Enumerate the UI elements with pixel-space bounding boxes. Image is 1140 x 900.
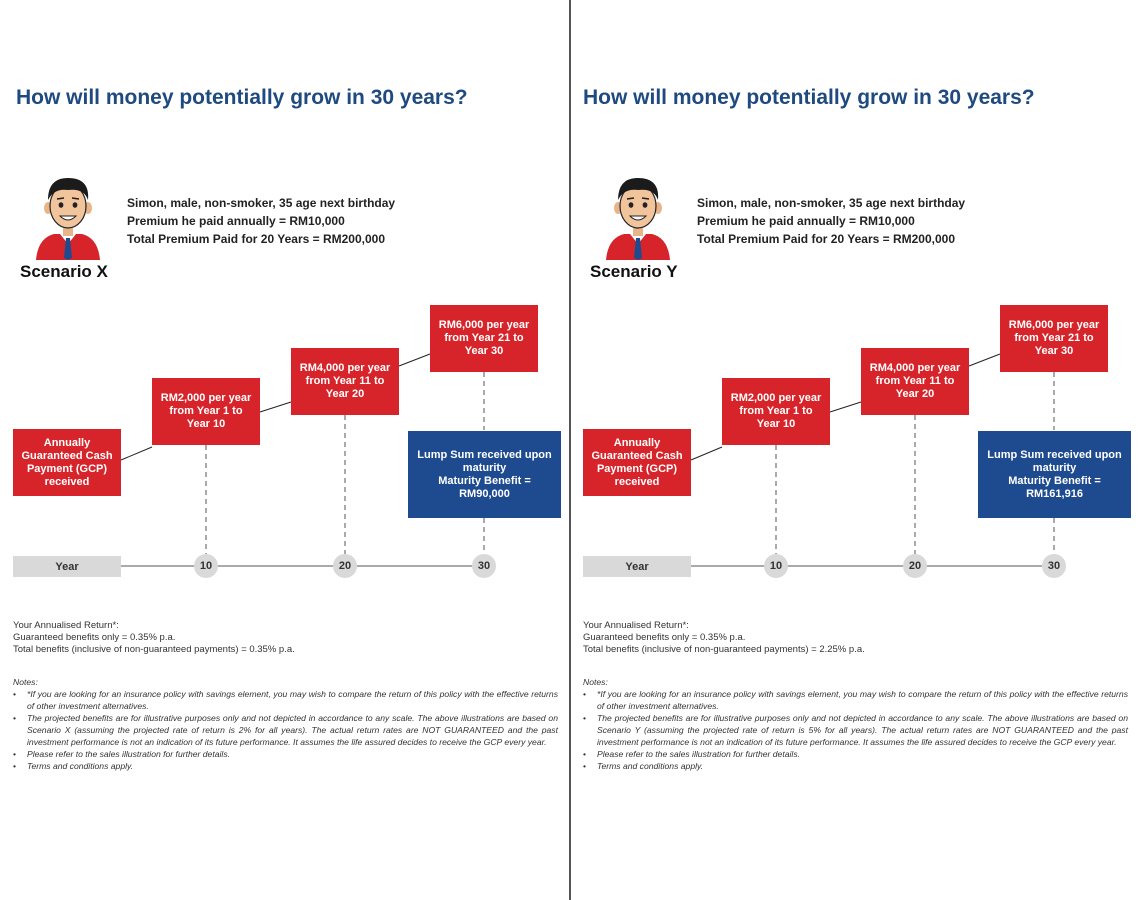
scenario-x-panel — [0, 0, 560, 900]
man-avatar-icon — [602, 174, 674, 260]
gcp-box: Annually Guaranteed Cash Payment (GCP) received — [13, 429, 121, 496]
notes-label: Notes: — [583, 677, 608, 687]
note-item: • Please refer to the sales illustration for further details. — [13, 748, 558, 760]
year-axis-label: Year — [583, 556, 691, 577]
total-return: Total benefits (inclusive of non-guaranteed payments) = 2.25% p.a. — [583, 644, 865, 655]
year-tick-30: 30 — [1042, 554, 1066, 578]
man-avatar-icon — [32, 174, 104, 260]
scenario-label: Scenario X — [20, 262, 108, 281]
customer-info — [697, 194, 965, 248]
year-tick-10: 10 — [194, 554, 218, 578]
year1-10-box: RM2,000 per year from Year 1 to Year 10 — [722, 378, 830, 445]
maturity-benefit-box: Lump Sum received upon maturity Maturity Benefit = RM161,916 — [978, 431, 1131, 518]
note-item: • Terms and conditions apply. — [583, 760, 1128, 772]
year11-20-box: RM4,000 per year from Year 11 to Year 20 — [861, 348, 969, 415]
scenario-y-panel — [570, 0, 1130, 900]
return-heading: Your Annualised Return*: — [13, 620, 119, 631]
customer-info — [127, 194, 395, 248]
page-title: How will money potentially grow in 30 years? — [16, 86, 468, 109]
notes — [13, 676, 558, 772]
year-tick-30: 30 — [472, 554, 496, 578]
customer-profile: Simon, male, non-smoker, 35 age next birthday — [127, 196, 396, 210]
guaranteed-return: Guaranteed benefits only = 0.35% p.a. — [583, 632, 746, 643]
annual-premium: Premium he paid annually = RM10,000 — [127, 214, 345, 228]
maturity-benefit-box: Lump Sum received upon maturity Maturity Benefit = RM90,000 — [408, 431, 561, 518]
total-return: Total benefits (inclusive of non-guaranteed payments) = 0.35% p.a. — [13, 644, 295, 655]
notes-label: Notes: — [13, 677, 38, 687]
annual-premium: Premium he paid annually = RM10,000 — [697, 214, 915, 228]
year-tick-10: 10 — [764, 554, 788, 578]
year-axis-label: Year — [13, 556, 121, 577]
annualised-return — [13, 620, 295, 656]
note-item: • Terms and conditions apply. — [13, 760, 558, 772]
note-item: • Please refer to the sales illustration for further details. — [583, 748, 1128, 760]
gcp-box: Annually Guaranteed Cash Payment (GCP) received — [583, 429, 691, 496]
note-item: • *If you are looking for an insurance policy with savings element, you may wish to compare the return of this policy with the effective returns of other investment alternatives. — [583, 688, 1128, 712]
note-item: • *If you are looking for an insurance policy with savings element, you may wish to compare the return of this policy with the effective returns of other investment alternatives. — [13, 688, 558, 712]
scenario-label: Scenario Y — [590, 262, 678, 281]
guaranteed-return: Guaranteed benefits only = 0.35% p.a. — [13, 632, 176, 643]
year-tick-20: 20 — [903, 554, 927, 578]
year11-20-box: RM4,000 per year from Year 11 to Year 20 — [291, 348, 399, 415]
year-tick-20: 20 — [333, 554, 357, 578]
note-item: • The projected benefits are for illustrative purposes only and not depicted in accordance to any scale. The above illustrations are based on Scenario X (assuming the projected rate of return is 2% for all years). The actual return rates are NOT GUARANTEED and the past investment performance is not an indication of its future performance. It assumes the life assured decides to receive the GCP every year. — [13, 712, 558, 748]
total-premium: Total Premium Paid for 20 Years = RM200,000 — [127, 232, 386, 246]
customer-profile: Simon, male, non-smoker, 35 age next birthday — [697, 196, 966, 210]
return-heading: Your Annualised Return*: — [583, 620, 689, 631]
notes — [583, 676, 1128, 772]
year21-30-box: RM6,000 per year from Year 21 to Year 30 — [1000, 305, 1108, 372]
annualised-return — [583, 620, 865, 656]
total-premium: Total Premium Paid for 20 Years = RM200,000 — [697, 232, 956, 246]
year1-10-box: RM2,000 per year from Year 1 to Year 10 — [152, 378, 260, 445]
page-title: How will money potentially grow in 30 years? — [583, 86, 1035, 109]
note-item: • The projected benefits are for illustrative purposes only and not depicted in accordance to any scale. The above illustrations are based on Scenario Y (assuming the projected rate of return is 5% for all years). The actual return rates are NOT GUARANTEED and the past investment performance is not an indication of its future performance. It assumes the life assured decides to receive the GCP every year. — [583, 712, 1128, 748]
year21-30-box: RM6,000 per year from Year 21 to Year 30 — [430, 305, 538, 372]
